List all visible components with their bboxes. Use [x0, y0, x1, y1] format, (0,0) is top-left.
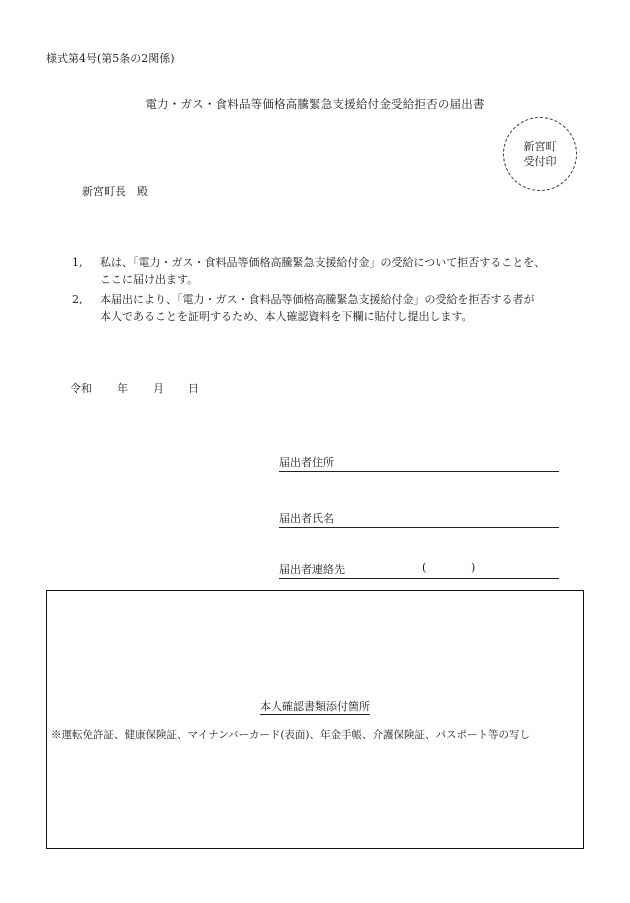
address-field[interactable]	[279, 454, 559, 472]
item-number: 1,	[72, 256, 83, 269]
declaration-item-2	[72, 291, 535, 325]
item-text-line2: ここに届け出ます。	[100, 273, 199, 286]
item-text-line1: 本届出により、「電力・ガス・食料品等価格高騰緊急支援給付金」の受給を拒否する者が	[100, 293, 535, 306]
item-text-line1: 私は、「電力・ガス・食料品等価格高騰緊急支援給付金」の受給について拒否することを、	[100, 256, 546, 269]
date-year: 年	[117, 382, 128, 395]
date-line	[70, 380, 199, 396]
declaration-item-1	[72, 254, 545, 288]
date-month: 月	[153, 382, 164, 395]
item-text-line2: 本人であることを証明するため、本人確認資料を下欄に貼付し提出します。	[100, 310, 473, 323]
attachment-note: ※運転免許証、健康保険証、マイナンバーカード(表面)、年金手帳、介護保険証、パスポート等の写し	[51, 729, 531, 741]
area-code-paren-close: )	[471, 561, 476, 574]
date-era: 令和	[70, 382, 92, 395]
id-document-attachment-area	[46, 590, 584, 849]
date-day: 日	[188, 382, 199, 395]
stamp-line-town: 新宮町	[523, 140, 557, 153]
address-label: 届出者住所	[279, 456, 334, 469]
stamp-line-reception: 受付印	[523, 155, 557, 168]
item-number: 2,	[72, 293, 83, 306]
attachment-title	[47, 698, 583, 714]
document-title: 電力・ガス・食料品等価格高騰緊急支援給付金受給拒否の届出書	[145, 97, 485, 111]
name-field[interactable]	[279, 510, 559, 528]
area-code-paren-open: (	[422, 561, 427, 574]
form-number: 様式第4号(第5条の2関係)	[46, 52, 175, 65]
name-label: 届出者氏名	[279, 512, 334, 525]
contact-field[interactable]	[279, 561, 559, 579]
contact-label: 届出者連絡先	[279, 563, 345, 576]
reception-stamp	[503, 117, 577, 191]
attachment-title-text: 本人確認書類添付箇所	[260, 700, 370, 713]
addressee: 新宮町長 殿	[82, 185, 148, 198]
